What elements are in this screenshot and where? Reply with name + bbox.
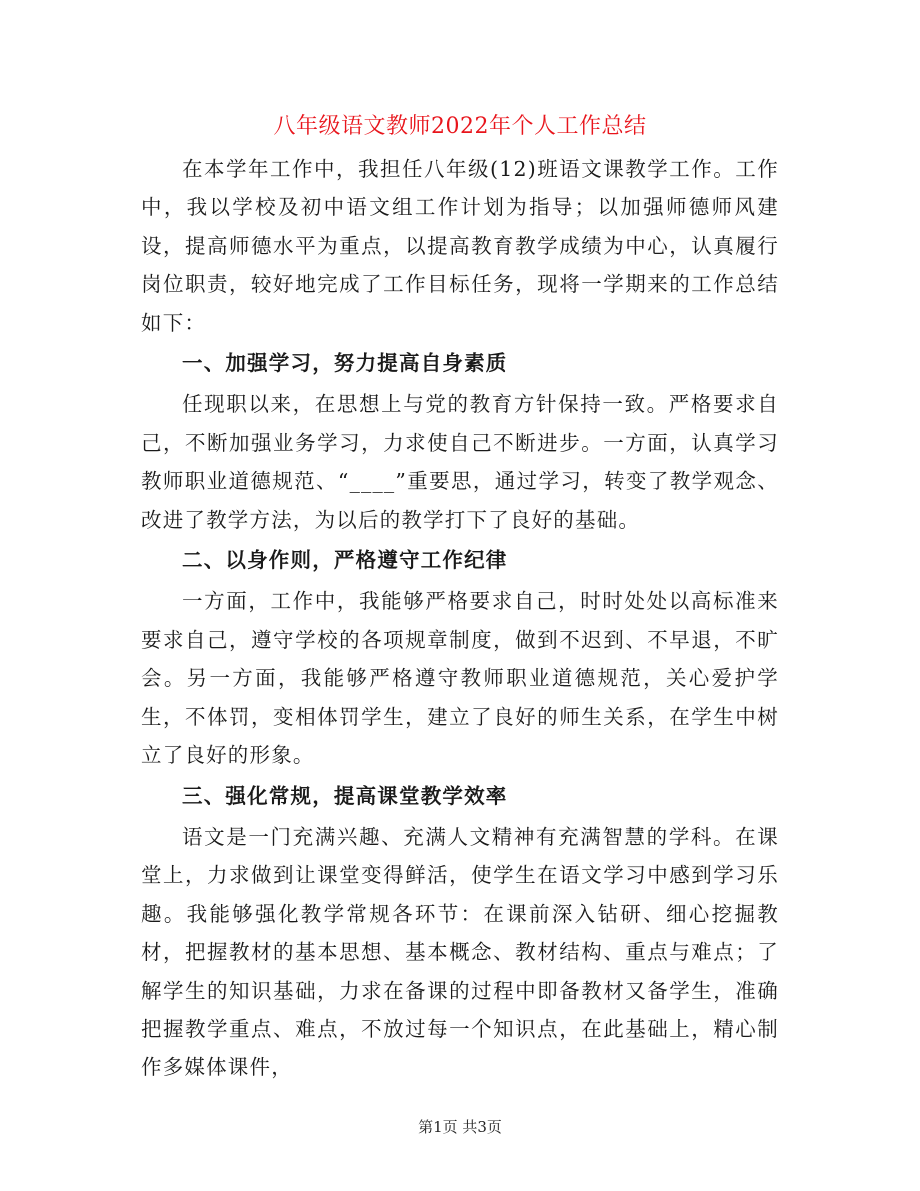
intro-paragraph: 在本学年工作中，我担任八年级(12)班语文课教学工作。工作中，我以学校及初中语文组工作计划为指导；以加强师德师风建设，提高师德水平为重点，以提高教育教学成绩为中心，认真履行岗位职责，较好地完成了工作目标任务，现将一学期来的工作总结如下： [141, 157, 779, 335]
section-paragraph-1: 任现职以来，在思想上与党的教育方针保持一致。严格要求自己，不断加强业务学习，力求使自己不断进步。一方面，认真学习教师职业道德规范、“____”重要思，通过学习，转变了教学观念、改进了教学方法，为以后的教学打下了良好的基础。 [141, 392, 779, 532]
section-heading-2: 二、以身作则，严格遵守工作纪律 [182, 548, 508, 573]
section-heading-3: 三、强化常规，提高课堂教学效率 [182, 783, 508, 808]
section-paragraph-2: 一方面，工作中，我能够严格要求自己，时时处处以高标准来要求自己，遵守学校的各项规章制度，做到不迟到、不早退，不旷会。另一方面，我能够严格遵守教师职业道德规范，关心爱护学生，不体罚，变相体罚学生，建立了良好的师生关系，在学生中树立了良好的形象。 [141, 589, 779, 768]
document-title: 八年级语文教师2022年个人工作总结 [273, 114, 647, 139]
section-heading-1: 一、加强学习，努力提高自身素质 [182, 351, 508, 376]
document-body [141, 150, 779, 1087]
page-footer: 第1页 共3页 [418, 1118, 502, 1136]
section-paragraph-3: 语文是一门充满兴趣、充满人文精神有充满智慧的学科。在课堂上，力求做到让课堂变得鲜活，使学生在语文学习中感到学习乐趣。我能够强化教学常规各环节：在课前深入钻研、细心挖掘教材，把握教材的基本思想、基本概念、教材结构、重点与难点；了解学生的知识基础，力求在备课的过程中即备教材又备学生，准确把握教学重点、难点，不放过每一个知识点，在此基础上，精心制作多媒体课件， [141, 824, 779, 1080]
